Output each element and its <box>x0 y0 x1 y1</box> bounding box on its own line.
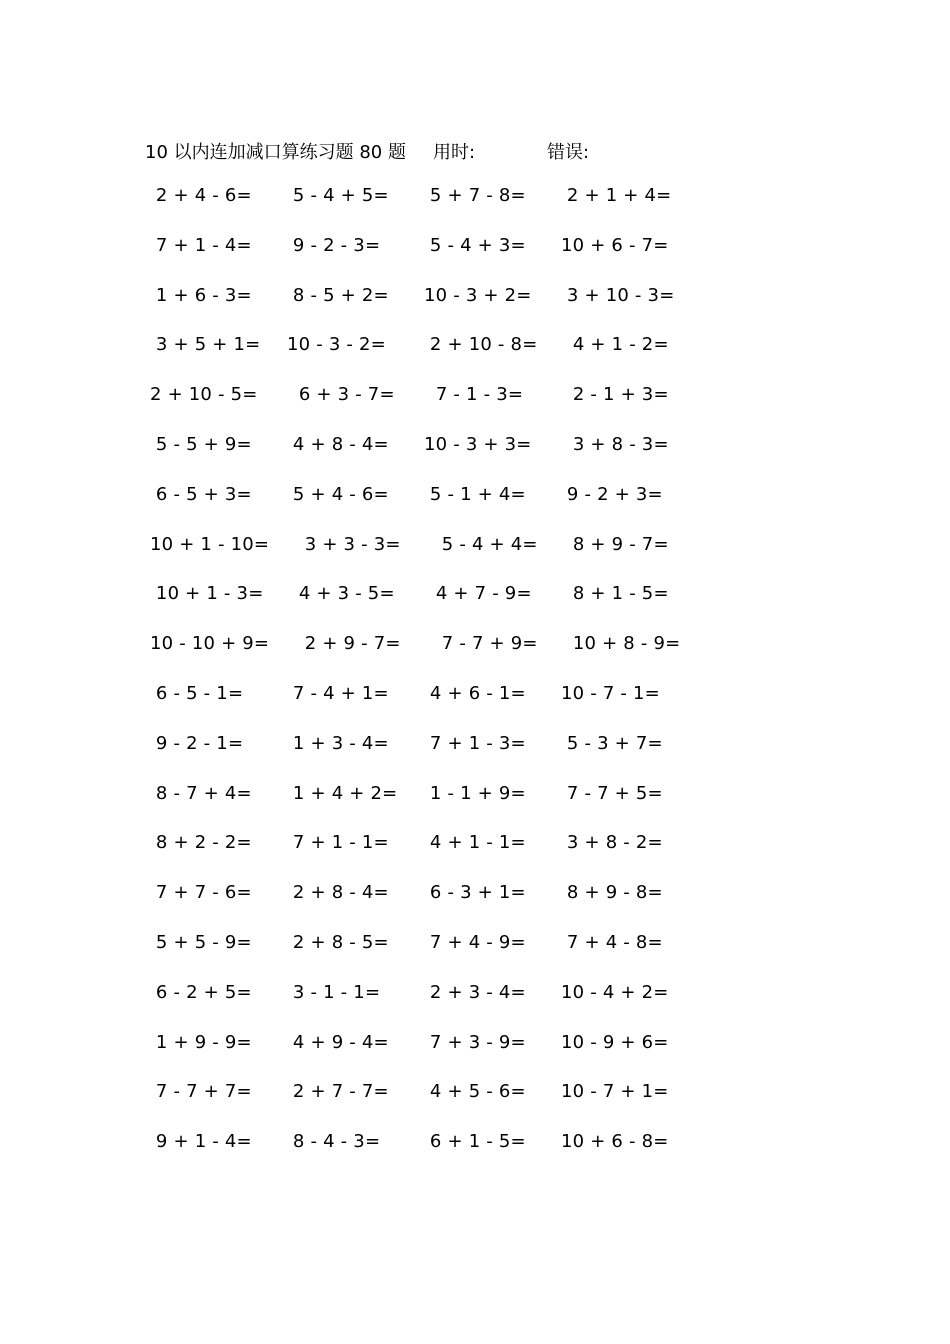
problem-row <box>150 932 690 982</box>
problem-item: 4 + 1 - 1= <box>424 832 526 854</box>
problem-row <box>150 583 690 633</box>
problem-item: 6 - 5 + 3= <box>150 483 252 505</box>
problem-item: 2 + 10 - 8= <box>424 334 538 356</box>
problem-row <box>150 1081 690 1131</box>
problem-item: 8 + 9 - 7= <box>561 533 669 555</box>
problem-item: 5 - 4 + 5= <box>287 185 389 206</box>
problem-item: 1 + 3 - 4= <box>287 732 389 754</box>
problem-item: 4 + 7 - 9= <box>424 583 532 605</box>
problem-item: 5 - 3 + 7= <box>561 732 663 754</box>
problem-row <box>150 683 690 733</box>
problem-item: 7 - 7 + 9= <box>424 633 538 655</box>
problem-item: 7 + 1 - 3= <box>424 732 526 754</box>
problem-item: 2 + 9 - 7= <box>287 633 401 655</box>
problem-row <box>150 185 690 235</box>
problem-item: 10 - 7 + 1= <box>561 1081 669 1103</box>
problem-item: 3 + 3 - 3= <box>287 533 401 555</box>
problem-item: 5 - 4 + 3= <box>424 234 526 256</box>
problem-item: 4 + 3 - 5= <box>287 583 395 605</box>
problem-item: 2 + 10 - 5= <box>150 384 258 406</box>
problem-item: 2 + 7 - 7= <box>287 1081 389 1103</box>
problem-item: 7 + 4 - 9= <box>424 931 526 953</box>
problem-row <box>150 783 690 833</box>
problem-item: 7 + 1 - 4= <box>150 234 252 256</box>
problem-item: 6 - 5 - 1= <box>150 682 244 704</box>
problem-item: 4 + 1 - 2= <box>561 334 669 356</box>
problem-item: 5 + 5 - 9= <box>150 931 252 953</box>
problem-item: 1 + 6 - 3= <box>150 284 252 306</box>
problem-item: 7 - 4 + 1= <box>287 682 389 704</box>
problem-item: 4 + 9 - 4= <box>287 1031 389 1053</box>
problem-item: 2 - 1 + 3= <box>561 384 669 406</box>
problem-row <box>150 334 690 384</box>
problem-item: 7 + 1 - 1= <box>287 832 389 854</box>
worksheet-title: 10 以内连加减口算练习题 80 题 <box>145 142 406 163</box>
problem-row <box>150 1131 690 1181</box>
problem-item: 10 + 1 - 10= <box>150 533 270 555</box>
problem-item: 8 - 7 + 4= <box>150 782 252 804</box>
problem-item: 10 - 3 - 2= <box>287 334 386 356</box>
problem-item: 10 + 6 - 8= <box>561 1131 669 1153</box>
time-label: 用时: <box>433 142 476 163</box>
problem-item: 7 + 7 - 6= <box>150 882 252 904</box>
problem-row <box>150 982 690 1032</box>
problem-item: 5 - 4 + 4= <box>424 533 538 555</box>
problem-item: 6 + 3 - 7= <box>287 384 395 406</box>
problem-item: 2 + 4 - 6= <box>150 185 252 206</box>
problem-item: 6 + 1 - 5= <box>424 1131 526 1153</box>
problem-item: 10 - 10 + 9= <box>150 633 270 655</box>
problem-item: 8 + 2 - 2= <box>150 832 252 854</box>
problem-item: 2 + 8 - 4= <box>287 882 389 904</box>
problem-item: 8 + 1 - 5= <box>561 583 669 605</box>
problem-item: 10 + 6 - 7= <box>561 234 669 256</box>
problem-item: 1 + 4 + 2= <box>287 782 398 804</box>
problem-item: 5 - 1 + 4= <box>424 483 526 505</box>
problem-item: 10 + 8 - 9= <box>561 633 681 655</box>
problem-item: 3 + 8 - 3= <box>561 433 669 455</box>
problem-item: 7 - 7 + 5= <box>561 782 663 804</box>
problem-item: 3 + 5 + 1= <box>150 334 261 356</box>
problem-item: 8 + 9 - 8= <box>561 882 663 904</box>
problem-item: 5 + 4 - 6= <box>287 483 389 505</box>
problem-row <box>150 434 690 484</box>
problem-row <box>150 484 690 534</box>
problem-item: 3 - 1 - 1= <box>287 981 381 1003</box>
problem-item: 9 - 2 + 3= <box>561 483 663 505</box>
problem-row <box>150 882 690 932</box>
problem-row <box>150 235 690 285</box>
problem-row <box>150 285 690 335</box>
problem-item: 4 + 8 - 4= <box>287 433 389 455</box>
problem-item: 8 - 4 - 3= <box>287 1131 381 1153</box>
problem-row <box>150 384 690 434</box>
problem-row <box>150 633 690 683</box>
problem-item: 5 - 5 + 9= <box>150 433 252 455</box>
problem-row <box>150 733 690 783</box>
problem-row <box>150 534 690 584</box>
problem-item: 7 - 1 - 3= <box>424 384 524 406</box>
problem-item: 6 - 3 + 1= <box>424 882 526 904</box>
problem-item: 7 - 7 + 7= <box>150 1081 252 1103</box>
problem-item: 10 + 1 - 3= <box>150 583 264 605</box>
problem-item: 2 + 3 - 4= <box>424 981 526 1003</box>
problem-item: 2 + 1 + 4= <box>561 185 672 206</box>
problem-item: 1 + 9 - 9= <box>150 1031 252 1053</box>
problem-item: 10 - 9 + 6= <box>561 1031 669 1053</box>
problem-row <box>150 1032 690 1082</box>
problem-item: 1 - 1 + 9= <box>424 782 526 804</box>
problem-item: 4 + 5 - 6= <box>424 1081 526 1103</box>
problem-item: 7 + 4 - 8= <box>561 931 663 953</box>
problem-item: 4 + 6 - 1= <box>424 682 526 704</box>
problem-item: 6 - 2 + 5= <box>150 981 252 1003</box>
problem-item: 9 + 1 - 4= <box>150 1131 252 1153</box>
problem-item: 10 - 7 - 1= <box>561 682 660 704</box>
problem-item: 5 + 7 - 8= <box>424 185 526 206</box>
problem-item: 3 + 10 - 3= <box>561 284 675 306</box>
problem-item: 10 - 3 + 3= <box>424 433 532 455</box>
problem-item: 10 - 3 + 2= <box>424 284 532 306</box>
problem-item: 3 + 8 - 2= <box>561 832 663 854</box>
problem-grid <box>150 185 690 1181</box>
problem-row <box>150 832 690 882</box>
problem-item: 7 + 3 - 9= <box>424 1031 526 1053</box>
problem-item: 9 - 2 - 3= <box>287 234 381 256</box>
problem-item: 2 + 8 - 5= <box>287 931 389 953</box>
problem-item: 8 - 5 + 2= <box>287 284 389 306</box>
errors-label: 错误: <box>547 142 590 163</box>
problem-item: 9 - 2 - 1= <box>150 732 244 754</box>
problem-item: 10 - 4 + 2= <box>561 981 669 1003</box>
